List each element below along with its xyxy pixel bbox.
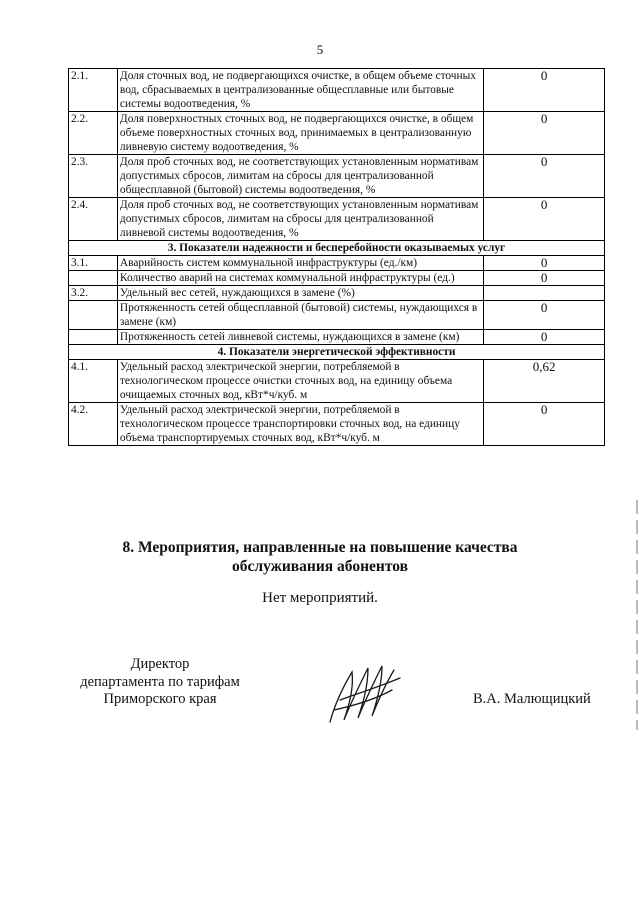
page-number: 5	[316, 42, 324, 57]
row-description: Доля поверхностных сточных вод, не подвергающихся очистке, в общем объеме поверхностных сточных вод, принимаемых в централизованную ливневую систему водоотведения, %	[117, 112, 483, 155]
table-row	[69, 330, 605, 345]
row-number: 3.2.	[69, 286, 118, 301]
table-row	[69, 403, 605, 446]
handwritten-signature	[322, 660, 412, 730]
row-number: 2.3.	[69, 155, 118, 198]
table-row	[69, 112, 605, 155]
row-value: 0	[484, 112, 605, 155]
row-description: Количество аварий на системах коммунальной инфраструктуры (ед.)	[117, 271, 483, 286]
row-number: 4.1.	[69, 360, 118, 403]
row-description: Аварийность систем коммунальной инфраструктуры (ед./км)	[117, 256, 483, 271]
row-value: 0	[484, 330, 605, 345]
row-value: 0	[484, 271, 605, 286]
section-title: 4. Показатели энергетической эффективности	[69, 345, 605, 360]
row-value	[484, 286, 605, 301]
row-description: Доля проб сточных вод, не соответствующих установленным нормативам допустимых сбросов, лимитам на сбросы для централизованной общесплавной (бытовой) системы водоотведения, %	[117, 155, 483, 198]
section-title: 3. Показатели надежности и бесперебойности оказываемых услуг	[69, 241, 605, 256]
section-8-title-line1: 8. Мероприятия, направленные на повышение качества	[122, 539, 518, 556]
table-row	[69, 301, 605, 330]
row-value: 0	[484, 301, 605, 330]
signatory-title-line1: Директор	[130, 656, 190, 672]
section-row	[69, 345, 605, 360]
indicators-table	[68, 68, 605, 446]
table-row	[69, 360, 605, 403]
row-number: 4.2.	[69, 403, 118, 446]
row-value: 0	[484, 69, 605, 112]
row-number: 2.2.	[69, 112, 118, 155]
row-number	[69, 301, 118, 330]
row-description: Протяженность сетей общесплавной (бытовой) системы, нуждающихся в замене (км)	[117, 301, 483, 330]
signatory-title	[60, 656, 260, 709]
row-value: 0	[484, 198, 605, 241]
row-description: Протяженность сетей ливневой системы, нуждающихся в замене (км)	[117, 330, 483, 345]
row-description: Удельный вес сетей, нуждающихся в замене (%)	[117, 286, 483, 301]
row-value: 0	[484, 256, 605, 271]
table-row	[69, 286, 605, 301]
indicators-table-body	[69, 69, 605, 446]
table-row	[69, 198, 605, 241]
table-row	[69, 256, 605, 271]
section-row	[69, 241, 605, 256]
row-value: 0	[484, 403, 605, 446]
signatory-title-line3: Приморского края	[103, 691, 217, 707]
section-8-heading	[0, 538, 640, 576]
signatory-name: В.А. Малющицкий	[473, 691, 591, 707]
table-row	[69, 271, 605, 286]
table-row	[69, 155, 605, 198]
row-number	[69, 330, 118, 345]
row-number: 3.1.	[69, 256, 118, 271]
row-number	[69, 271, 118, 286]
section-8-title-line2: обслуживания абонентов	[232, 558, 408, 575]
row-description: Доля проб сточных вод, не соответствующих установленным нормативам допустимых сбросов, лимитам на сбросы для централизованной ливневой системы водоотведения, %	[117, 198, 483, 241]
row-description: Удельный расход электрической энергии, потребляемой в технологическом процессе транспортировки сточных вод, на единицу объема транспортируемых сточных вод, кВт*ч/куб. м	[117, 403, 483, 446]
row-number: 2.4.	[69, 198, 118, 241]
signatory-title-line2: департамента по тарифам	[80, 673, 240, 690]
row-value: 0,62	[484, 360, 605, 403]
scan-edge-mark	[634, 500, 640, 730]
row-description: Доля сточных вод, не подвергающихся очистке, в общем объеме сточных вод, сбрасываемых в централизованные общесплавные или бытовые системы водоотведения, %	[117, 69, 483, 112]
row-number: 2.1.	[69, 69, 118, 112]
row-value: 0	[484, 155, 605, 198]
table-row	[69, 69, 605, 112]
row-description: Удельный расход электрической энергии, потребляемой в технологическом процессе очистки сточных вод, на единицу объема очищаемых сточных вод, кВт*ч/куб. м	[117, 360, 483, 403]
section-8-body: Нет мероприятий.	[262, 590, 378, 606]
